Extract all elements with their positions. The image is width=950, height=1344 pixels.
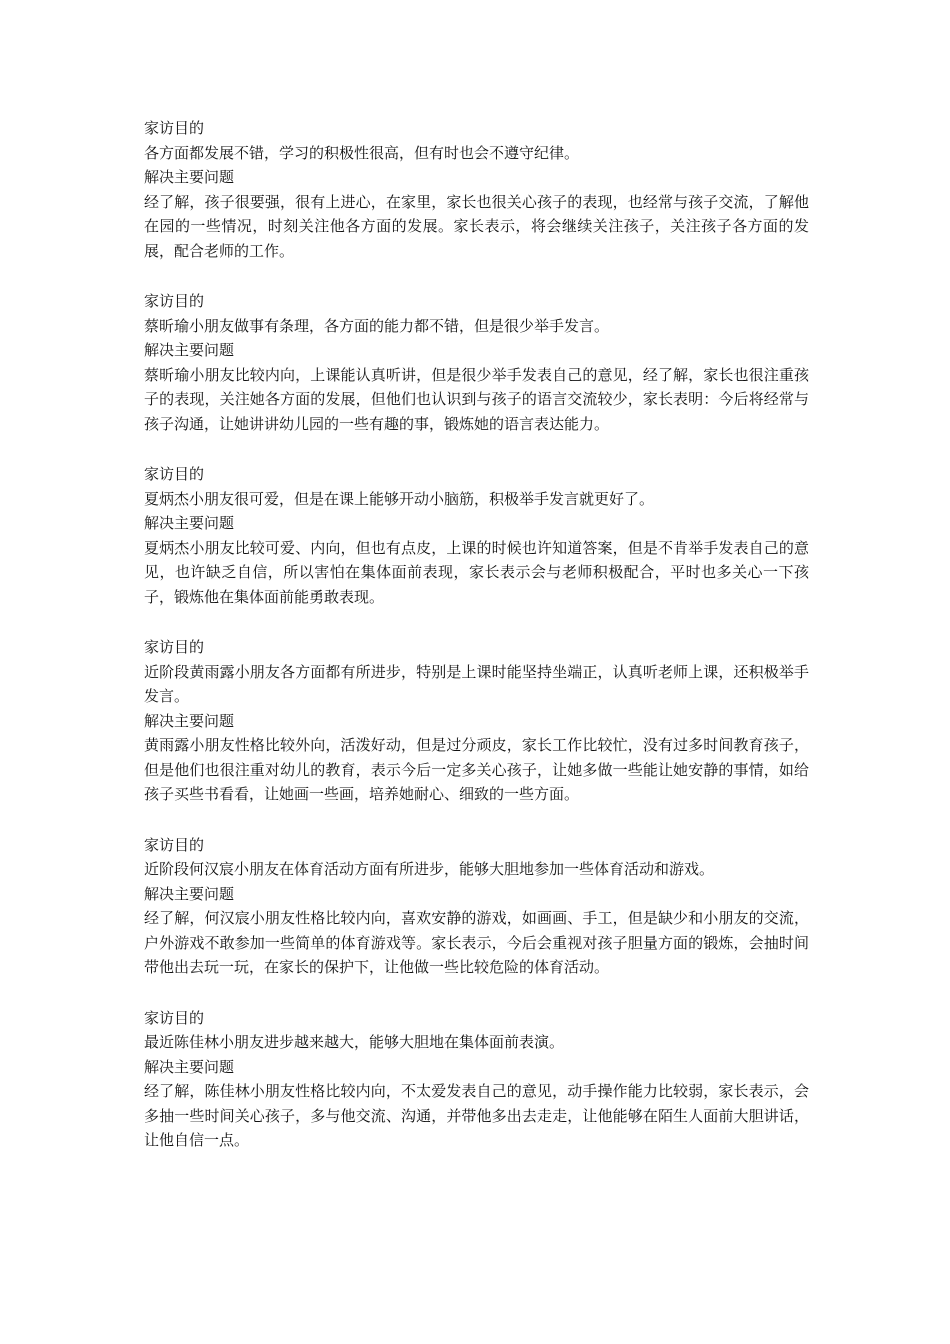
problem-heading: 解决主要问题 [144, 884, 235, 903]
problem-heading: 解决主要问题 [144, 514, 235, 532]
home-visit-record-5 [144, 833, 809, 980]
document-body [144, 116, 809, 1179]
problem-heading: 解决主要问题 [144, 168, 235, 186]
purpose-heading: 家访目的 [144, 465, 205, 483]
problem-heading: 解决主要问题 [144, 341, 235, 359]
purpose-text: 各方面都发展不错，学习的积极性很高，但有时也会不遵守纪律。 [144, 143, 580, 162]
purpose-heading: 家访目的 [144, 292, 205, 310]
purpose-text: 夏炳杰小朋友很可爱，但是在课上能够开动小脑筋，积极举手发言就更好了。 [144, 489, 655, 508]
purpose-heading: 家访目的 [144, 119, 205, 137]
problem-text: 经了解，孩子很要强，很有上进心，在家里，家长也很关心孩子的表现，也经常与孩子交流，了解他在园的一些情况，时刻关注他各方面的发展。家长表示，将会继续关注孩子，关注孩子各方面的发展，配合老师的工作。 [144, 192, 809, 260]
home-visit-record-3 [144, 462, 809, 609]
purpose-text: 近阶段何汉宸小朋友在体育活动方面有所进步，能够大胆地参加一些体育活动和游戏。 [144, 860, 715, 878]
home-visit-record-1 [144, 116, 809, 263]
problem-heading: 解决主要问题 [144, 711, 235, 730]
problem-text: 夏炳杰小朋友比较可爱、内向，但也有点皮，上课的时候也许知道答案，但是不肯举手发表自己的意见，也许缺乏自信，所以害怕在集体面前表现，家长表示会与老师积极配合，平时也多关心一下孩子，锻炼他在集体面前能勇敢表现。 [144, 538, 809, 606]
purpose-text: 近阶段黄雨露小朋友各方面都有所进步，特别是上课时能坚持坐端正，认真听老师上课，还积极举手发言。 [144, 662, 809, 705]
problem-text: 经了解，陈佳林小朋友性格比较内向，不太爱发表自己的意见，动手操作能力比较弱，家长表示，会多抽一些时间关心孩子，多与他交流、沟通，并带他多出去走走，让他能够在陌生人面前大胆讲话，让他自信一点。 [144, 1082, 809, 1149]
purpose-heading: 家访目的 [144, 1008, 205, 1027]
purpose-heading: 家访目的 [144, 638, 205, 656]
purpose-heading: 家访目的 [144, 835, 205, 854]
purpose-text: 蔡昕瑜小朋友做事有条理，各方面的能力都不错，但是很少举手发言。 [144, 316, 610, 335]
problem-text: 黄雨露小朋友性格比较外向，活泼好动，但是过分顽皮，家长工作比较忙，没有过多时间教育孩子，但是他们也很注重对幼儿的教育，表示今后一定多关心孩子，让她多做一些能让她安静的事情，如给孩子买些书看看，让她画一些画，培养她耐心、细致的一些方面。 [144, 736, 809, 803]
home-visit-record-6 [144, 1006, 809, 1153]
problem-text: 蔡昕瑜小朋友比较内向，上课能认真听讲，但是很少举手发表自己的意见，经了解，家长也很注重孩子的表现，关注她各方面的发展，但他们也认识到与孩子的语言交流较少，家长表明：今后将经常与孩子沟通，让她讲讲幼儿园的一些有趣的事，锻炼她的语言表达能力。 [144, 365, 809, 433]
home-visit-record-4 [144, 635, 809, 807]
purpose-text: 最近陈佳林小朋友进步越来越大，能够大胆地在集体面前表演。 [144, 1033, 565, 1051]
home-visit-record-2 [144, 289, 809, 436]
problem-text: 经了解，何汉宸小朋友性格比较内向，喜欢安静的游戏，如画画、手工，但是缺少和小朋友的交流，户外游戏不敢参加一些简单的体育游戏等。家长表示，今后会重视对孩子胆量方面的锻炼，会抽时间带他出去玩一玩，在家长的保护下，让他做一些比较危险的体育活动。 [144, 909, 809, 976]
problem-heading: 解决主要问题 [144, 1057, 235, 1076]
